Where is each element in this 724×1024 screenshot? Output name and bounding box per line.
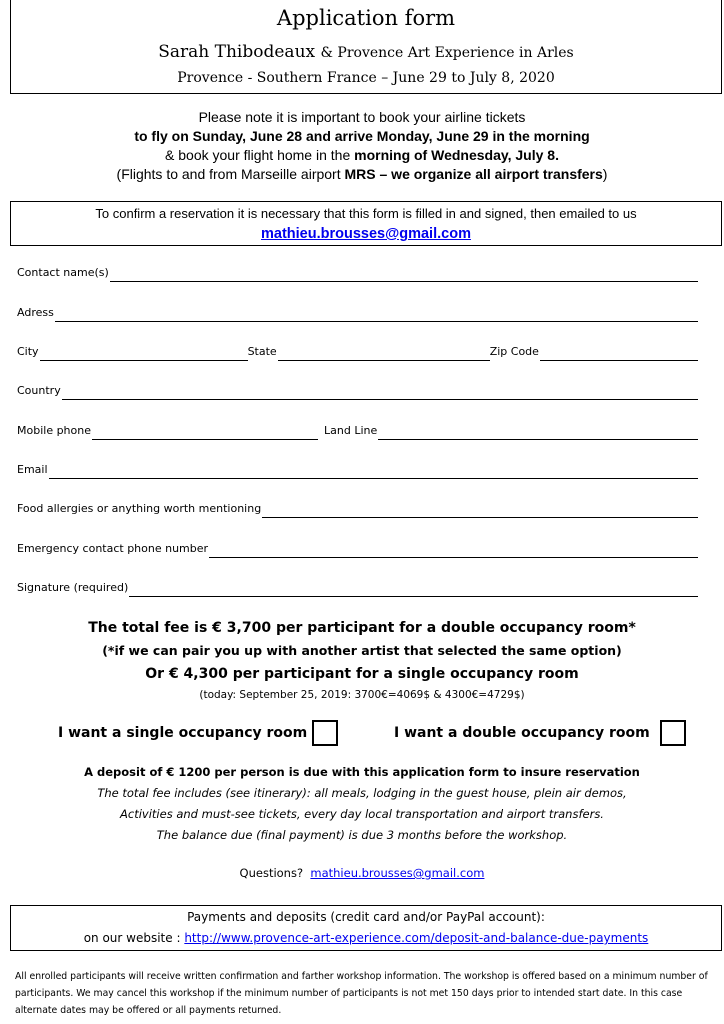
subtitle-organizer: & Provence Art Experience in Arles bbox=[320, 45, 574, 61]
payments-site-label: on our website : bbox=[83, 931, 181, 945]
notice-line-4-end: ) bbox=[602, 166, 608, 182]
emergency-line[interactable] bbox=[209, 540, 698, 558]
allergies-line[interactable] bbox=[262, 500, 698, 518]
room-options bbox=[0, 720, 724, 748]
mobile-line[interactable] bbox=[92, 422, 318, 440]
notice-line-3-text: & book your flight home in the bbox=[165, 147, 355, 163]
fee-double: The total fee is € 3,700 per participant for a double occupancy room* bbox=[88, 620, 636, 636]
signature-line[interactable] bbox=[129, 579, 698, 597]
state-line[interactable] bbox=[278, 343, 490, 361]
confirm-email-text[interactable]: mathieu.brousses@gmail.com bbox=[261, 226, 471, 242]
header-box bbox=[10, 0, 722, 94]
workshop-dates: Provence - Southern France – June 29 to July 8, 2020 bbox=[177, 70, 555, 86]
emergency-label: Emergency contact phone number bbox=[17, 542, 209, 555]
balance-due: The balance due (final payment) is due 3 months before the workshop. bbox=[156, 828, 568, 842]
notice-line-4-bold: MRS – we organize all airport transfers bbox=[344, 166, 603, 182]
country-field[interactable] bbox=[17, 382, 698, 400]
fee-exchange-rate: (today: September 25, 2019: 3700€=4069$ & 4300€=4729$) bbox=[199, 689, 525, 701]
notice-line-4-text: (Flights to and from Marseille airport bbox=[116, 166, 345, 182]
city-label: City bbox=[17, 345, 39, 358]
payments-title: Payments and deposits (credit card and/or PayPal account): bbox=[187, 910, 545, 924]
contact-name-line[interactable] bbox=[110, 264, 698, 282]
fee-double-note: (*if we can pair you up with another artist that selected the same option) bbox=[102, 643, 622, 658]
artist-name: Sarah Thibodeaux bbox=[158, 42, 316, 62]
city-line[interactable] bbox=[40, 343, 248, 361]
notice-line-4 bbox=[0, 165, 724, 184]
signature-field[interactable] bbox=[17, 579, 698, 597]
form-subtitle bbox=[11, 41, 721, 64]
notice-line-2: to fly on Sunday, June 28 and arrive Monday, June 29 in the morning bbox=[134, 128, 590, 144]
footer-disclaimer: All enrolled participants will receive written confirmation and farther workshop information. The workshop is offered based on a minimum number of participants. We may cancel this workshop if the minimum number of participants is not met 150 days prior to intended start date. In this case alternate dates may be offered or all payments returned. bbox=[15, 971, 708, 1016]
contact-name-field[interactable] bbox=[17, 264, 698, 282]
confirm-text: To confirm a reservation it is necessary that this form is filled in and signed, then emailed to us bbox=[95, 206, 637, 221]
allergies-field[interactable] bbox=[17, 500, 698, 518]
emergency-field[interactable] bbox=[17, 540, 698, 558]
double-room-label: I want a double occupancy room bbox=[394, 725, 650, 741]
single-room-checkbox[interactable] bbox=[312, 720, 338, 746]
landline-label: Land Line bbox=[324, 424, 378, 437]
questions-label: Questions? bbox=[239, 866, 304, 880]
payments-url-link[interactable]: http://www.provence-art-experience.com/deposit-and-balance-due-payments bbox=[184, 931, 649, 945]
single-room-label: I want a single occupancy room bbox=[58, 725, 308, 741]
fee-single: Or € 4,300 per participant for a single occupancy room bbox=[145, 666, 579, 682]
zip-line[interactable] bbox=[540, 343, 698, 361]
confirm-box bbox=[10, 201, 722, 246]
zip-label: Zip Code bbox=[489, 345, 539, 358]
city-state-zip-row bbox=[17, 343, 698, 361]
country-line[interactable] bbox=[62, 382, 698, 400]
address-label: Adress bbox=[17, 306, 54, 319]
email-label: Email bbox=[17, 463, 48, 476]
allergies-label: Food allergies or anything worth mentioning bbox=[17, 502, 262, 515]
flight-notice bbox=[0, 108, 724, 184]
address-field[interactable] bbox=[17, 304, 698, 322]
notice-line-1: Please note it is important to book your airline tickets bbox=[198, 109, 526, 125]
contact-name-label: Contact name(s) bbox=[17, 266, 109, 279]
payments-box bbox=[10, 905, 722, 951]
email-line[interactable] bbox=[49, 461, 698, 479]
landline-line[interactable] bbox=[378, 422, 698, 440]
fees-section bbox=[0, 618, 724, 703]
questions-line bbox=[0, 865, 724, 881]
state-label: State bbox=[247, 345, 277, 358]
questions-email-link[interactable]: mathieu.brousses@gmail.com bbox=[310, 866, 485, 880]
deposit-amount: A deposit of € 1200 per person is due with this application form to insure reservation bbox=[84, 765, 640, 779]
notice-line-3 bbox=[0, 146, 724, 165]
mobile-label: Mobile phone bbox=[17, 424, 92, 437]
notice-line-3-bold: morning of Wednesday, July 8. bbox=[354, 147, 559, 163]
double-room-checkbox[interactable] bbox=[660, 720, 686, 746]
phone-row bbox=[17, 422, 698, 440]
fee-includes-line-2: Activities and must-see tickets, every day local transportation and airport transfers. bbox=[120, 807, 604, 821]
signature-label: Signature (required) bbox=[17, 581, 129, 594]
form-title: Application form bbox=[276, 6, 456, 30]
confirm-email-link[interactable] bbox=[11, 225, 721, 243]
email-field[interactable] bbox=[17, 461, 698, 479]
deposit-section bbox=[0, 762, 724, 846]
fee-includes-line-1: The total fee includes (see itinerary): all meals, lodging in the guest house, plein air demos, bbox=[97, 786, 627, 800]
address-line[interactable] bbox=[55, 304, 698, 322]
payments-website bbox=[11, 930, 721, 947]
country-label: Country bbox=[17, 384, 61, 397]
